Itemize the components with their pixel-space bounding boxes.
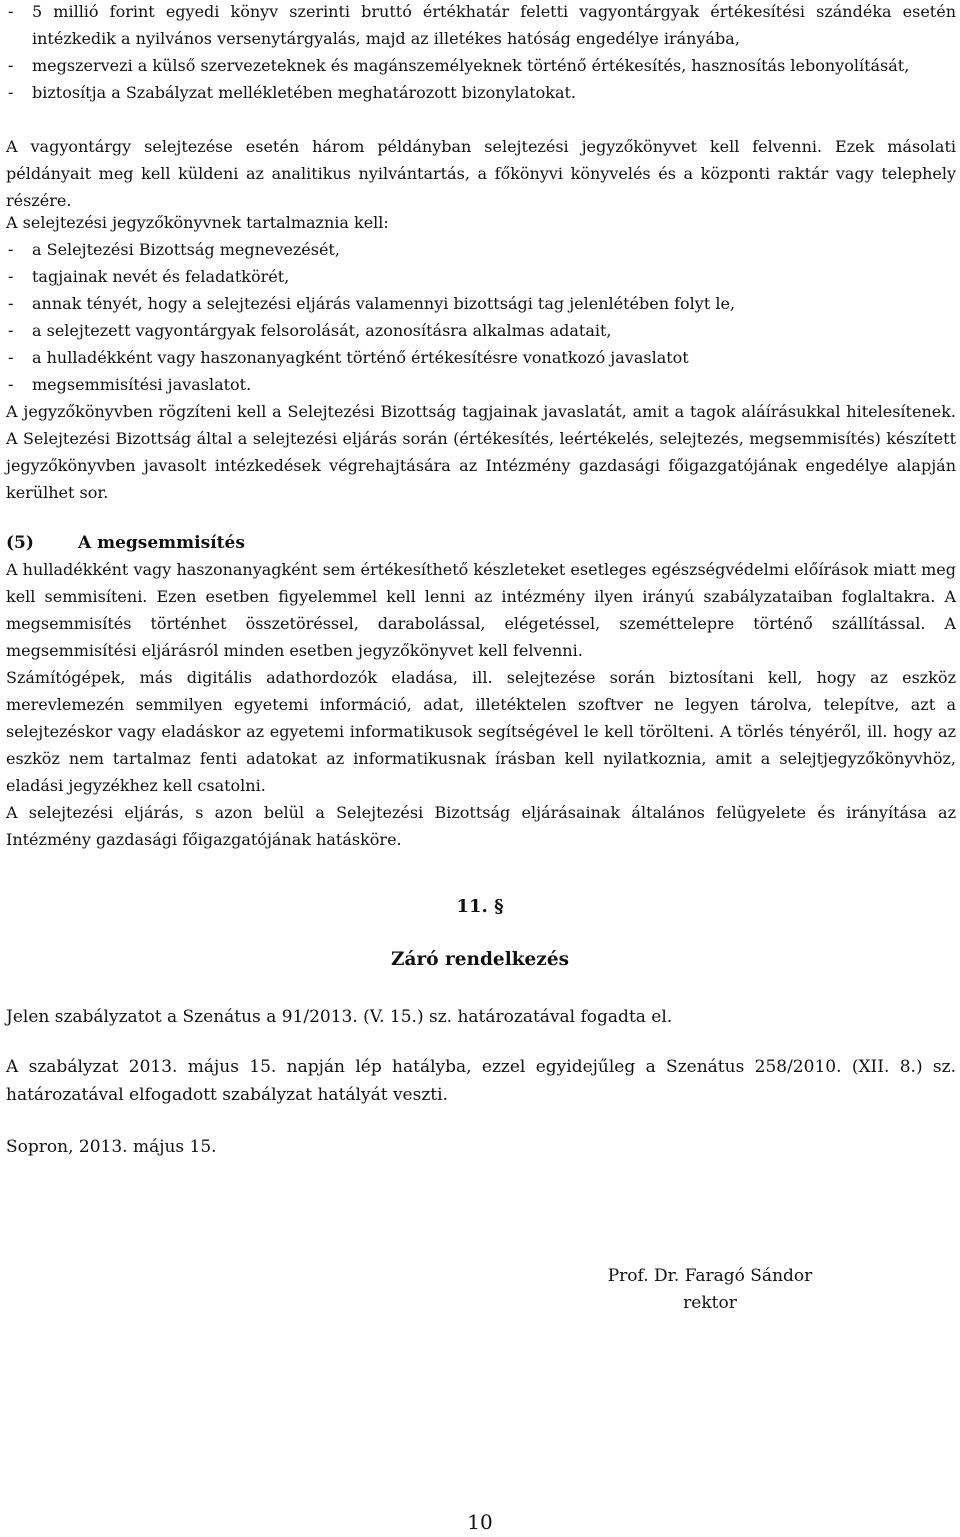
section-5-heading: [6, 530, 245, 557]
list-dash: -: [8, 267, 14, 286]
list-item-text: megsemmisítési javaslatot.: [32, 375, 252, 394]
list-dash: -: [8, 375, 14, 394]
list-item: [6, 263, 956, 290]
jegyzokonyv-section: [6, 209, 956, 398]
list-item-text: 5 millió forint egyedi könyv szerinti bruttó értékhatár feletti vagyontárgyak értékesítési szándéka esetén intézkedik a nyilvános versenytárgyalás, majd az illetékes hatóság engedélye irányába,: [32, 2, 956, 48]
list-dash: -: [8, 2, 14, 21]
list-item-text: annak tényét, hogy a selejtezési eljárás valamennyi bizottsági tag jelenlétében folyt le,: [32, 294, 736, 313]
list-item: [6, 371, 956, 398]
top-list: [6, 0, 956, 106]
list-item: [6, 236, 956, 263]
list-item: [6, 52, 956, 79]
section-5-paragraph-2: Számítógépek, más digitális adathordozók eladása, ill. selejtezése során biztosítani kell, hogy az eszköz merevlemezén semmilyen egyetemi információ, adat, illetéktelen szoftver ne legyen tárolva, telepítve, azt a selejtezéskor vagy eladáskor az egyetemi informatikusok segítségével le kell törölteni. A törlés tényéről, ill. hogy az eszköz nem tartalmaz fenti adatokat az informatikusnak írásban kell nyilatkoznia, amit a selejtjegyzőkönyvhöz, eladási jegyzékhez kell csatolni.: [6, 668, 956, 795]
list-item-text: a selejtezett vagyontárgyak felsorolását, azonosításra alkalmas adatait,: [32, 321, 612, 340]
section-5-paragraph-3: A selejtezési eljárás, s azon belül a Selejtezési Bizottság eljárásainak általános felügyelete és irányítása az Intézmény gazdasági főigazgatójának hatásköre.: [6, 803, 956, 849]
section-5-body: [6, 556, 956, 853]
list-dash: -: [8, 56, 14, 75]
list-item: [6, 0, 956, 52]
paragraph-rogziteni: A jegyzőkönyvben rögzíteni kell a Selejtezési Bizottság tagjainak javaslatát, amit a tagok aláírásukkal hitelesítenek. A Selejtezési Bizottság által a selejtezési eljárás során (értékesítés, leértékelés, selejtezés, megsemmisítés) készített jegyzőkönyvben javasolt intézkedések végrehajtására az Intézmény gazdasági főigazgatójának engedélye alapján kerülhet sor.: [6, 402, 956, 502]
section-5-number: (5): [6, 533, 34, 553]
paragraph-selejtezes: A vagyontárgy selejtezése esetén három példányban selejtezési jegyzőkönyvet kell felvenni. Ezek másolati példányait meg kell küldeni az analitikus nyilvántartás, a főkönyvi könyvelés és a központi raktár vagy telephely részére.: [6, 137, 956, 210]
list-item: [6, 317, 956, 344]
closing-place-date: Sopron, 2013. május 15.: [6, 1137, 217, 1157]
list-dash: -: [8, 83, 14, 102]
list-item-text: tagjainak nevét és feladatkörét,: [32, 267, 290, 286]
list-item-text: a hulladékként vagy haszonanyagként történő értékesítésre vonatkozó javaslatot: [32, 348, 689, 367]
page-number: 10: [467, 1510, 493, 1534]
section-5-paragraph-1: A hulladékként vagy haszonanyagként sem értékesíthető készleteket esetleges egészségvédelmi előírások miatt meg kell semmisíteni. Ezen esetben figyelemmel kell lenni az intézmény ilyen irányú szabályzataiban foglaltakra. A megsemmisítés történhet összetöréssel, darabolással, elégetéssel, szeméttelepre történő szállítással. A megsemmisítési eljárásról minden esetben jegyzőkönyvet kell felvenni.: [6, 560, 956, 660]
list-dash: -: [8, 321, 14, 340]
list-item: [6, 79, 956, 106]
list-item: [6, 290, 956, 317]
list-dash: -: [8, 294, 14, 313]
section-11-number: 11. §: [456, 896, 504, 917]
signature-name: Prof. Dr. Faragó Sándor: [607, 1266, 813, 1286]
closing-line-1: Jelen szabályzatot a Szenátus a 91/2013. (V. 15.) sz. határozatával fogadta el.: [6, 1007, 673, 1027]
list-dash: -: [8, 348, 14, 367]
list-item: [6, 344, 956, 371]
list-item-text: biztosítja a Szabályzat mellékletében meghatározott bizonylatokat.: [32, 83, 577, 102]
section-11-title: Záró rendelkezés: [391, 949, 569, 970]
jegyzokonyv-intro: A selejtezési jegyzőkönyvnek tartalmaznia kell:: [6, 213, 389, 232]
list-dash: -: [8, 240, 14, 259]
closing-line-2: A szabályzat 2013. május 15. napján lép hatályba, ezzel egyidejűleg a Szenátus 258/2010. (XII. 8.) sz. határozatával elfogadott szabályzat hatályát veszti.: [6, 1057, 956, 1105]
signature-title: rektor: [683, 1293, 737, 1313]
section-5-title: A megsemmisítés: [78, 533, 245, 553]
list-item-text: a Selejtezési Bizottság megnevezését,: [32, 240, 340, 259]
list-item-text: megszervezi a külső szervezeteknek és magánszemélyeknek történő értékesítés, hasznosítás lebonyolítását,: [32, 56, 910, 75]
